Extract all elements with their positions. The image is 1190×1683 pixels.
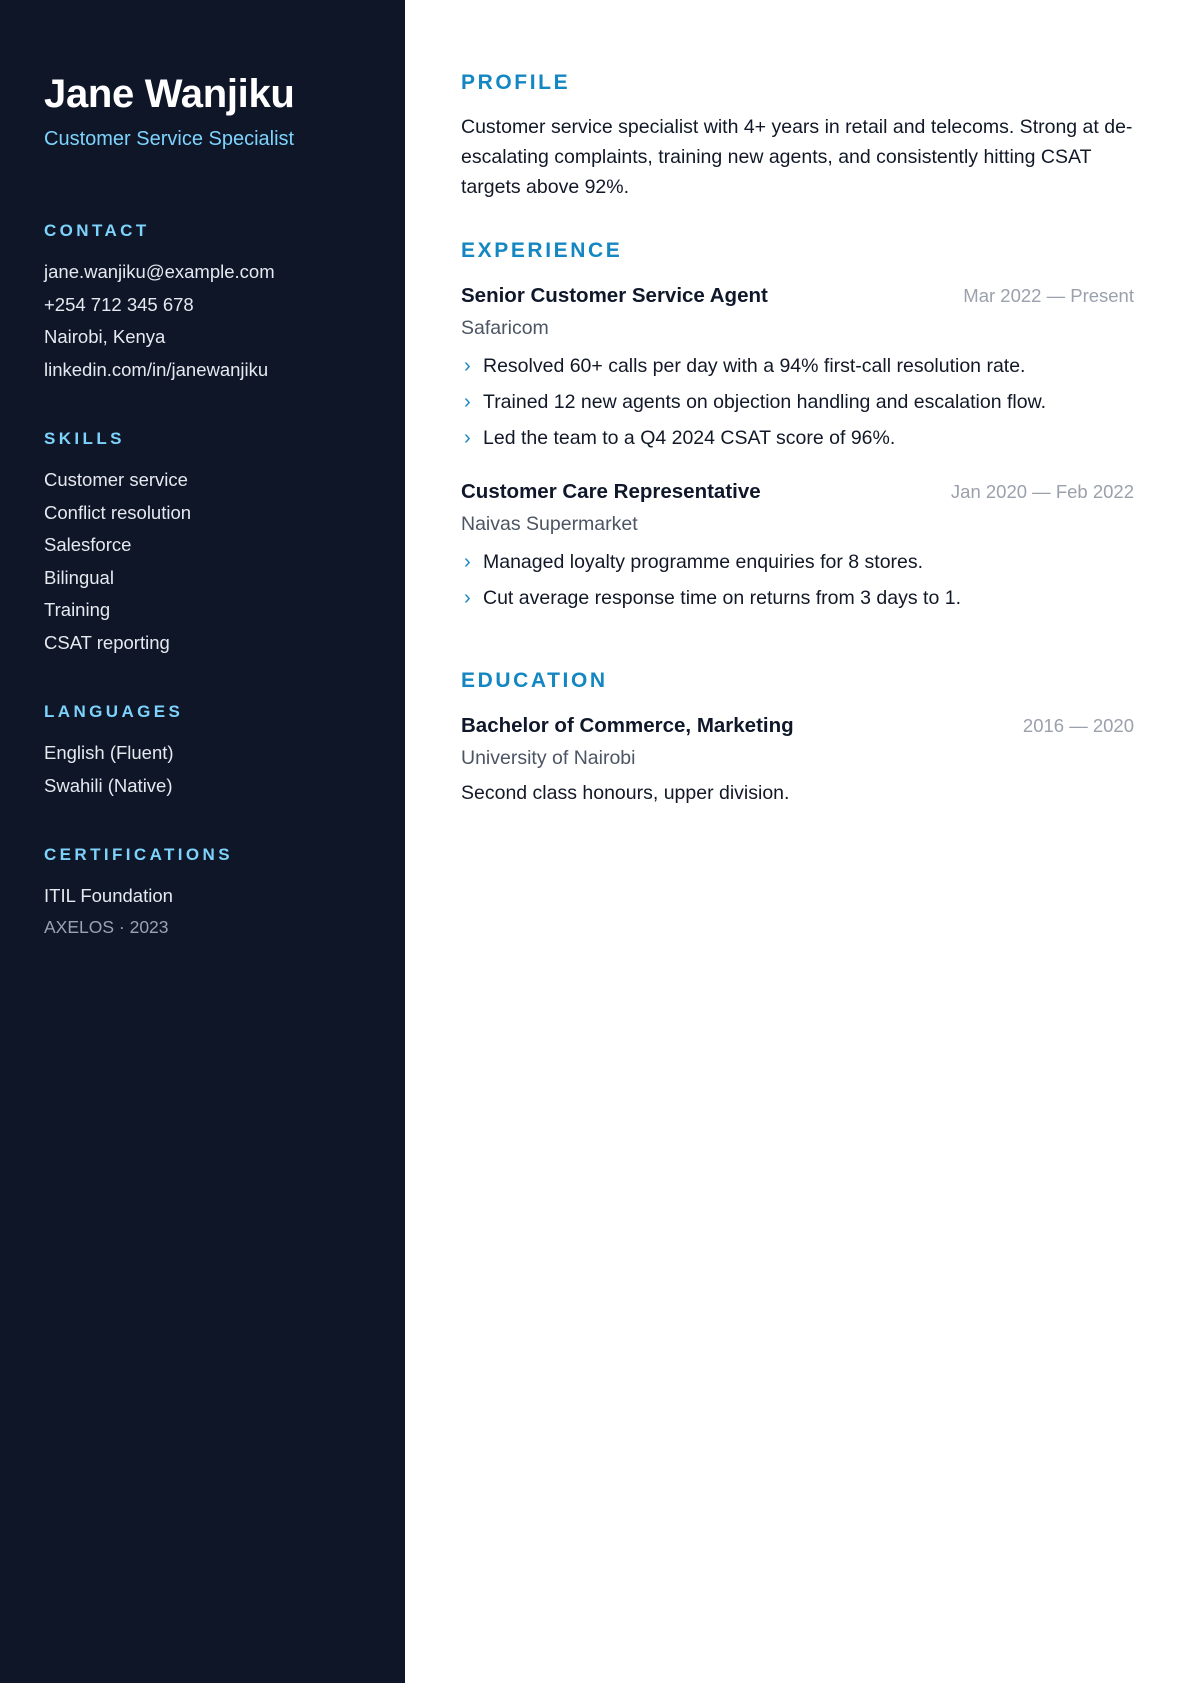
- contact-section: [44, 220, 361, 386]
- languages-list: [44, 737, 361, 802]
- bullet-text: Led the team to a Q4 2024 CSAT score of 96%.: [483, 427, 896, 449]
- skill-item: Training: [44, 599, 111, 620]
- bullet-text: Resolved 60+ calls per day with a 94% first-call resolution rate.: [483, 355, 1026, 377]
- languages-section: [44, 701, 361, 802]
- job-bullets: [461, 544, 1134, 616]
- chevron-right-icon: ›: [464, 391, 471, 413]
- skill-item: Customer service: [44, 469, 188, 490]
- certification-name: ITIL Foundation: [44, 885, 173, 906]
- skills-heading: SKILLS: [44, 429, 125, 448]
- chevron-right-icon: ›: [464, 551, 471, 573]
- job-bullets: [461, 348, 1134, 456]
- chevron-right-icon: ›: [464, 355, 471, 377]
- candidate-name: Jane Wanjiku: [44, 72, 295, 116]
- education-entry: [461, 712, 1134, 808]
- list-item: [461, 420, 1134, 456]
- chevron-right-icon: ›: [464, 587, 471, 609]
- job-title: Senior Customer Service Agent: [461, 284, 768, 307]
- job-entry: [461, 478, 1134, 616]
- contact-location: Nairobi, Kenya: [44, 326, 166, 347]
- language-item: Swahili (Native): [44, 774, 173, 796]
- contact-phone[interactable]: +254 712 345 678: [44, 293, 194, 315]
- degree-title: Bachelor of Commerce, Marketing: [461, 714, 794, 737]
- education-dates: 2016 — 2020: [1022, 715, 1134, 736]
- skills-list: [44, 464, 361, 659]
- candidate-role: Customer Service Specialist: [44, 128, 295, 150]
- job-company: Safaricom: [461, 317, 549, 339]
- bullet-text: Managed loyalty programme enquiries for 8 stores.: [483, 551, 924, 573]
- skills-section: [44, 428, 361, 659]
- languages-heading: LANGUAGES: [44, 702, 184, 721]
- language-item: English (Fluent): [44, 742, 174, 763]
- certification-meta: AXELOS · 2023: [44, 917, 169, 937]
- contact-email[interactable]: jane.wanjiku@example.com: [44, 261, 275, 282]
- list-item: [461, 544, 1134, 580]
- skill-item: CSAT reporting: [44, 631, 170, 653]
- skill-item: Conflict resolution: [44, 501, 192, 523]
- contact-list: [44, 256, 361, 386]
- skill-item: Bilingual: [44, 566, 114, 588]
- school-name: University of Nairobi: [461, 747, 636, 769]
- education-heading: EDUCATION: [461, 669, 608, 692]
- education-note: Second class honours, upper division.: [461, 782, 790, 804]
- job-dates: Jan 2020 — Feb 2022: [950, 481, 1134, 502]
- skill-item: Salesforce: [44, 534, 132, 555]
- main-content: [405, 0, 1190, 1683]
- certifications-heading: CERTIFICATIONS: [44, 845, 233, 864]
- bullet-text: Cut average response time on returns from 3 days to 1.: [483, 587, 961, 609]
- chevron-right-icon: ›: [464, 427, 471, 449]
- education-header: [461, 712, 1134, 740]
- contact-linkedin[interactable]: linkedin.com/in/janewanjiku: [44, 358, 269, 380]
- certifications-section: [44, 844, 361, 942]
- list-item: [461, 580, 1134, 616]
- job-dates: Mar 2022 — Present: [963, 285, 1134, 306]
- list-item: [461, 348, 1134, 384]
- profile-text: Customer service specialist with 4+ years in retail and telecoms. Strong at de-escalating complaints, training new agents, and consistently hitting CSAT targets above 92%.: [461, 116, 1133, 198]
- job-entry: [461, 282, 1134, 456]
- experience-heading: EXPERIENCE: [461, 239, 623, 262]
- job-header: [461, 282, 1134, 310]
- contact-heading: CONTACT: [44, 221, 150, 240]
- sidebar: [0, 0, 405, 1683]
- education-section: [461, 668, 1134, 808]
- bullet-text: Trained 12 new agents on objection handling and escalation flow.: [483, 391, 1047, 413]
- experience-section: [461, 238, 1134, 616]
- list-item: [461, 384, 1134, 420]
- job-company: Naivas Supermarket: [461, 513, 638, 535]
- job-header: [461, 478, 1134, 506]
- profile-section: [461, 70, 1134, 202]
- job-title: Customer Care Representative: [461, 480, 761, 503]
- profile-heading: PROFILE: [461, 71, 571, 94]
